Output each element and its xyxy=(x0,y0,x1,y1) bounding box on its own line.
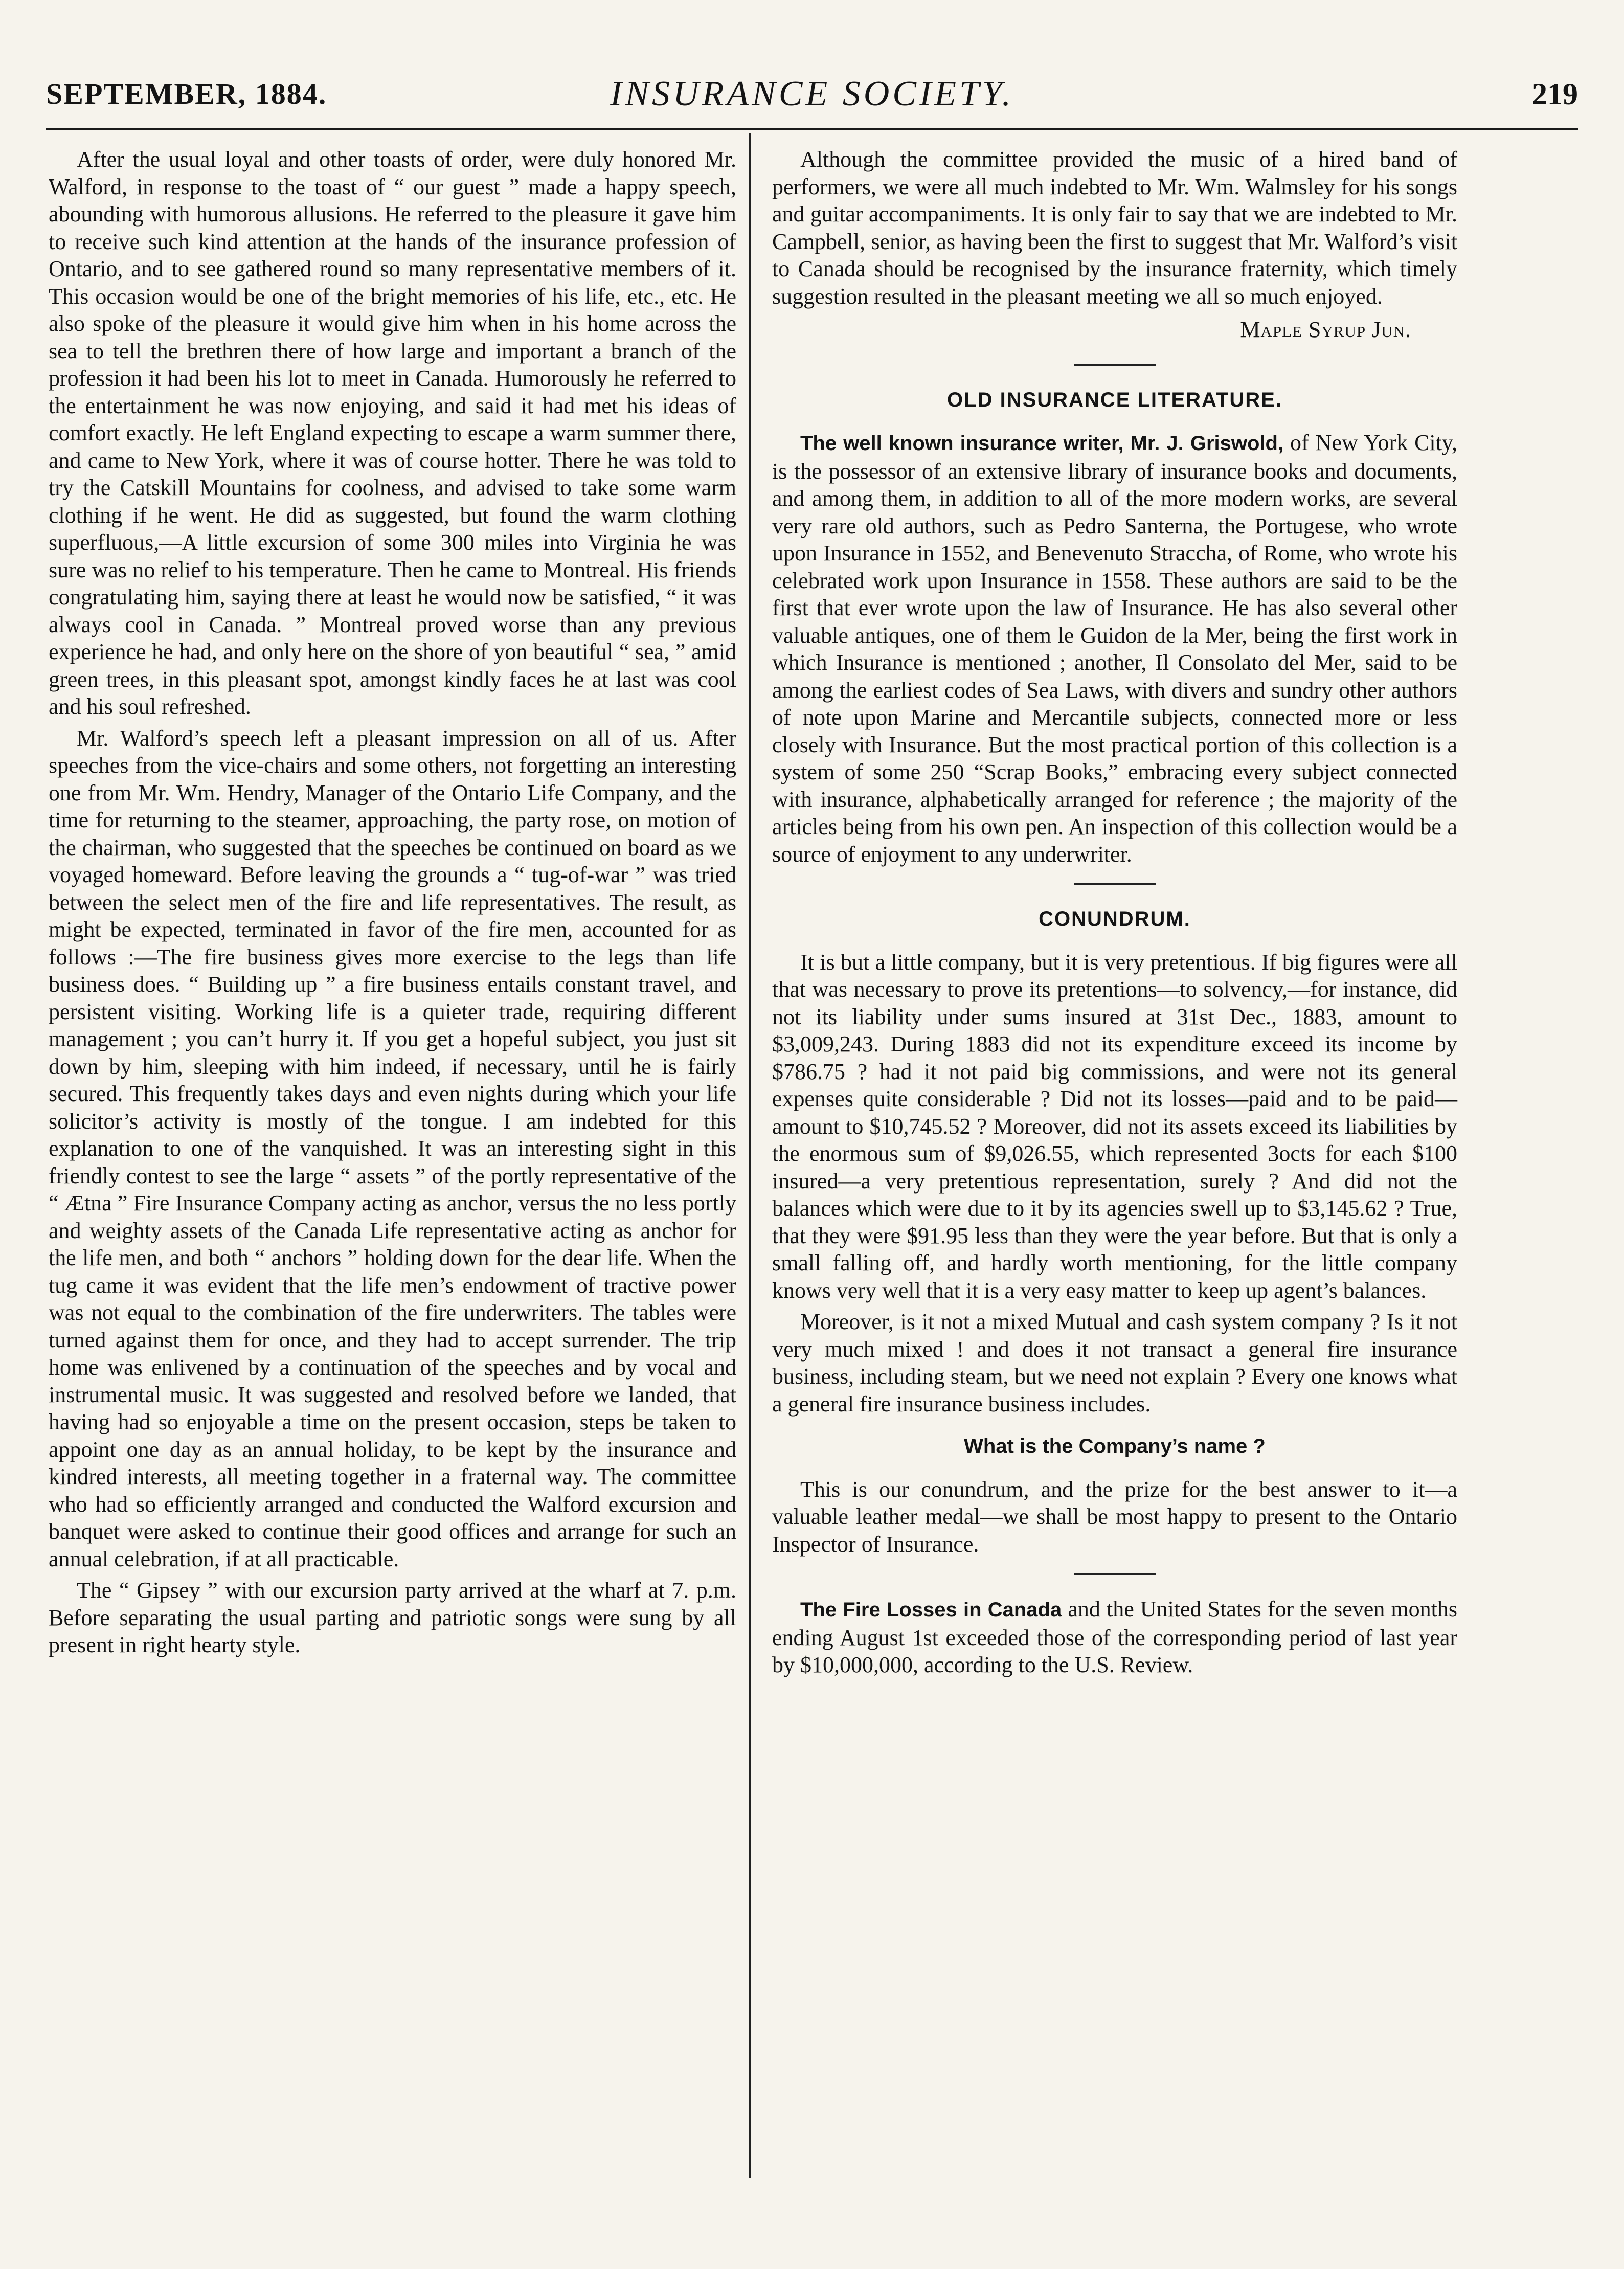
conundrum-question: What is the Company’s name ? xyxy=(964,1435,1266,1457)
article-paragraph: Mr. Walford’s speech left a pleasant impression on all of us. After speeches from the vice-chairs and some others, not forgetting an interesting one from Mr. Wm. Hendry, Manager of the Ontario Life Company, and the time for returning to the steamer, approaching, the party rose, on motion of the chairman, who suggested that the speeches be continued on board as we voyaged homeward. Before leaving the grounds a “ tug-of-war ” was tried between the select men of the fire and life representatives. The result, as might be expected, terminated in favor of the fire men, accounted for as follows :—The fire business gives more exercise to the legs than life business does. “ Building up ” a fire business entails constant travel, and persistent visiting. Working life is a quieter trade, requiring different management ; you can’t hurry it. If you get a hopeful subject, you just sit down by him, sleeping with him indeed, if necessary, until he is fairly secured. This frequently takes days and even nights during which your life solicitor’s activity is mostly of the tongue. I am indebted for this explanation to one of the vanquished. It was an interesting sight in this friendly contest to see the large “ assets ” of the portly representative of the “ Ætna ” Fire Insurance Company acting as anchor, versus the no less portly and weighty assets of the Canada Life representative acting as anchor for the life men, and both “ anchors ” holding down for the dear life. When the tug came it was evident that the life men’s endowment of tractive power was not equal to the combination of the fire underwriters. The tables were turned against them for once, and they had to accept surrender. The trip home was enlivened by a continuation of the speeches and by vocal and instrumental music. It was suggested and resolved before we landed, that having had so enjoyable a time on the present occasion, steps be taken to appoint one day as an annual holiday, to be kept by the insurance and kindred interests, all meeting together in a fraternal way. The committee who had so efficiently arranged and conducted the Walford excursion and banquet were asked to continue their good offices and arrange for such an annual celebration, if at all practicable. xyxy=(49,725,736,1571)
article-paragraph: After the usual loyal and other toasts of order, were duly honored Mr. Walford, in response to the toast of “ our guest ” made a happy speech, abounding with humorous allusions. He referred to the pleasure it gave him to receive such kind attention at the hands of the insurance profession of Ontario, and to see gathered round so many representative members of it. This occasion would be one of the bright memories of his life, etc., etc. He also spoke of the pleasure it would give him when in his home across the sea to tell the brethren there of how large and important a branch of the profession it had been his lot to meet in Canada. Humorously he referred to the entertainment he was now enjoying, and said it had met his ideas of comfort exactly. He left England expecting to escape a warm summer there, and came to New York, where it was of course hotter. There he was told to try the Catskill Mountains for coolness, and advised to take some warm clothing if he went. He did as suggested, but found the warm clothing superfluous,—A little excursion of some 300 miles into Virginia he was sure was no relief to his temperature. Then he came to Montreal. His friends congratulating him, saying there at least he would now be satisfied, “ it was always cool in Canada. ” Montreal proved worse than any previous experience he had, and only here on the shore of yon beautiful “ sea, ” amid green trees, in this pleasant spot, amongst kindly faces he at last was cool and his soul refreshed. xyxy=(49,147,736,719)
publication-title: INSURANCE SOCIETY. xyxy=(610,74,1014,114)
header-rule xyxy=(46,128,1578,130)
section-rule xyxy=(1074,364,1156,366)
author-signature: Maple Syrup Jun. xyxy=(1240,317,1411,342)
left-column xyxy=(49,146,736,2228)
article-paragraph: Although the committee provided the music of a hired band of performers, we were all much indebted to Mr. Wm. Walmsley for his songs and guitar accompaniments. It is only fair to say that we are indebted to Mr. Campbell, senior, as having been the first to suggest that Mr. Walford’s visit to Canada should be recognised by the insurance fraternity, which timely suggestion resulted in the pleasant meeting we all so much enjoyed. xyxy=(772,147,1457,309)
article-paragraph: The “ Gipsey ” with our excursion party arrived at the wharf at 7. p.m. Before separating the usual parting and patriotic songs were sung by all present in right hearty style. xyxy=(49,1578,736,1657)
section-rule xyxy=(1074,1573,1156,1575)
conundrum-prize: This is our conundrum, and the prize for the best answer to it—a valuable leather medal—we shall be most happy to present to the Ontario Inspector of Insurance. xyxy=(772,1476,1457,1557)
issue-date: SEPTEMBER, 1884. xyxy=(46,77,327,110)
conundrum-paragraph: Moreover, is it not a mixed Mutual and cash system company ? Is it not very much mixed ! and does it not transact a general fire insurance business, including steam, but we need not explain ? Every one knows what a general fire insurance business includes. xyxy=(772,1309,1457,1417)
section-heading-literature: OLD INSURANCE LITERATURE. xyxy=(947,388,1282,411)
column-divider xyxy=(749,133,751,2178)
literature-paragraph xyxy=(772,429,1457,868)
fire-losses-paragraph xyxy=(772,1596,1457,1679)
literature-lead: The well known insurance writer, Mr. J. Griswold, xyxy=(800,432,1284,455)
right-column xyxy=(772,146,1457,2228)
section-heading-conundrum: CONUNDRUM. xyxy=(1039,908,1191,930)
section-rule xyxy=(1074,883,1156,885)
conundrum-paragraph: It is but a little company, but it is very pretentious. If big figures were all that was necessary to prove its pretentions—to solvency,—for instance, did not its liability under sums insured at 31st Dec., 1883, amount to $3,009,243. During 1883 did not its expenditure exceed its income by $786.75 ? had it not paid big commissions, and were not its general expenses quite considerable ? Did not its losses—paid and to be paid—amount to $10,745.52 ? Moreover, did not its assets exceed its liabilities by the enormous sum of $9,026.55, which represented 3octs for each $100 insured—a very pretentious representation, surely ? And did not the balances which were due to it by its agencies swell up to $3,145.62 ? True, that they were $91.95 less than they were the year before. But that is only a small falling off, and hardly worth mentioning, for the little company knows very well that it is a very easy matter to keep up agent’s balances. xyxy=(772,949,1457,1303)
page-number: 219 xyxy=(1532,77,1578,111)
literature-body: of New York City, is the possessor of an extensive library of insurance books and documents, and among them, in addition to all of the more modern works, are several very rare old authors, such as Pedro Santerna, the Portugese, who wrote upon Insurance in 1552, and Benevenuto Straccha, of Rome, who wrote his celebrated work upon Insurance in 1558. These authors are said to be the first that ever wrote upon the law of Insurance. He has also several other valuable antiques, one of them le Guidon de la Mer, being the first work in which Insurance is mentioned ; another, Il Consolato del Mer, said to be among the earliest codes of Sea Laws, with divers and sundry other authors of note upon Marine and Mercantile subjects, connected more or less closely with Insurance. But the most practical portion of this collection is a system of some 250 “Scrap Books,” embracing every subject connected with insurance, alphabetically arranged for reference ; the majority of the articles being from his own pen. An inspection of this collection would be a source of enjoyment to any underwriter. xyxy=(772,430,1458,867)
running-head xyxy=(46,74,1578,133)
fire-losses-lead: The Fire Losses in Canada xyxy=(800,1599,1062,1621)
fire-losses-body: and the United States for the seven months ending August 1st exceeded those of the corresponding period of last year by $10,000,000, according to the U.S. Review. xyxy=(772,1597,1457,1677)
